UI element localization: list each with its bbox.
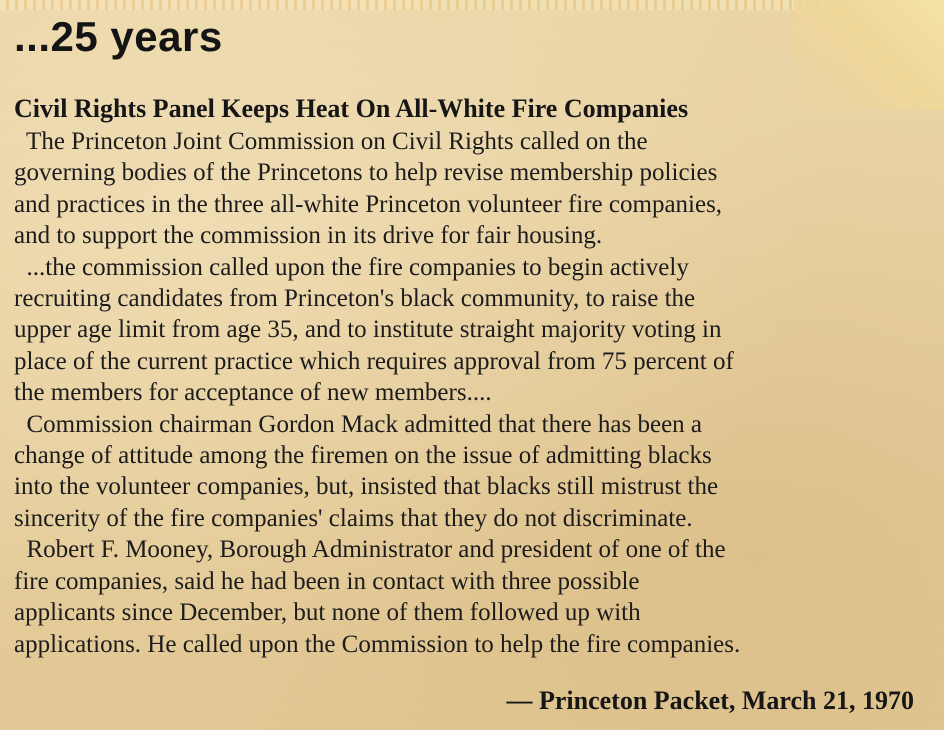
text-line: applicants since December, but none of them followed up with <box>14 599 641 627</box>
article-body <box>14 126 930 660</box>
text-line: governing bodies of the Princetons to help revise membership policies <box>14 159 718 187</box>
paragraph-4 <box>14 534 930 660</box>
text-line: fire companies, said he had been in contact with three possible <box>14 567 640 595</box>
text-line: upper age limit from age 35, and to institute straight majority voting in <box>14 316 722 344</box>
text-line: and practices in the three all-white Princeton volunteer fire companies, <box>14 190 723 218</box>
article-headline: Civil Rights Panel Keeps Heat On All-White Fire Companies <box>14 94 689 123</box>
paragraph-2 <box>14 252 930 409</box>
text-line: and to support the commission in its drive for fair housing. <box>14 222 603 250</box>
source-attribution: — Princeton Packet, March 21, 1970 <box>506 686 914 715</box>
paragraph-1 <box>14 126 930 252</box>
text-line: recruiting candidates from Princeton's black community, to raise the <box>14 285 696 313</box>
text-line: change of attitude among the firemen on the issue of admitting blacks <box>14 442 712 470</box>
text-line: The Princeton Joint Commission on Civil Rights called on the <box>14 128 648 155</box>
text-line: ...the commission called upon the fire companies to begin actively <box>14 253 689 281</box>
text-line: applications. He called upon the Commission to help the fire companies. <box>14 630 741 658</box>
text-line: place of the current practice which requires approval from 75 percent of <box>14 347 734 375</box>
paragraph-3 <box>14 409 930 535</box>
folded-corner <box>794 0 944 110</box>
text-line: sincerity of the fire companies' claims that they do not discriminate. <box>14 504 693 532</box>
text-line: Commission chairman Gordon Mack admitted that there has been a <box>14 410 703 438</box>
text-line: Robert F. Mooney, Borough Administrator and president of one of the <box>14 536 726 564</box>
text-line: into the volunteer companies, but, insisted that blacks still mistrust the <box>14 473 719 501</box>
section-heading: ...25 years <box>14 13 223 60</box>
text-line: the members for acceptance of new members.... <box>14 379 492 407</box>
